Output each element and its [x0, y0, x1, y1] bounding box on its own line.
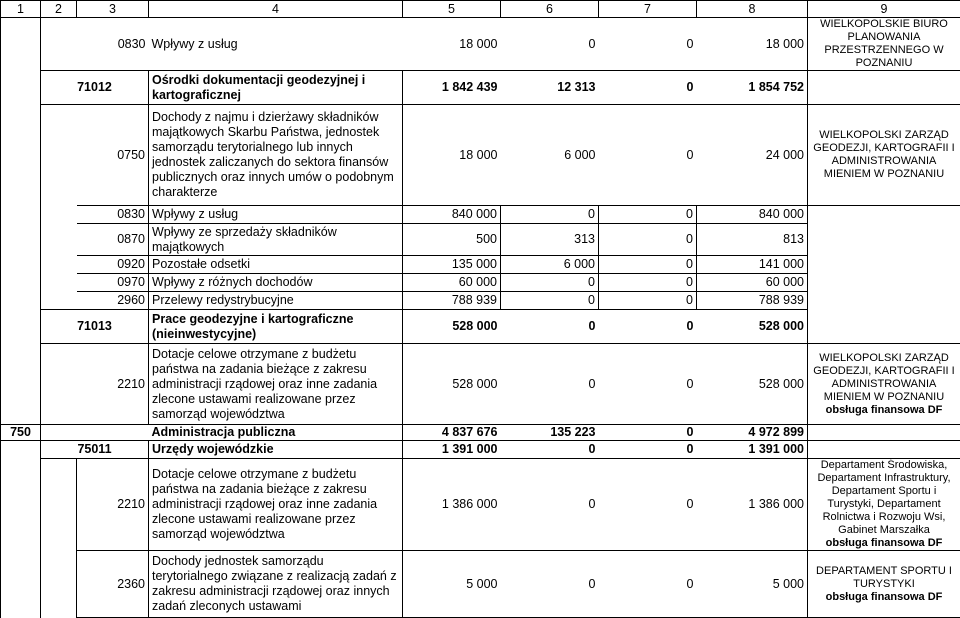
amount-after: 1 854 752	[697, 71, 808, 105]
table-row	[1, 551, 960, 618]
paragraph-code: 0830	[77, 18, 149, 71]
amount-plan: 1 391 000	[403, 441, 501, 459]
paragraph-code: 2360	[77, 551, 149, 618]
chapter-code: 71013	[41, 310, 149, 344]
paragraph-code: 0970	[77, 274, 149, 292]
chapter-code: 75011	[41, 441, 149, 459]
amount-decrease: 0	[599, 344, 697, 425]
item-name: Pozostałe odsetki	[149, 256, 403, 274]
paragraph-code: 0920	[77, 256, 149, 274]
table-row	[1, 292, 960, 310]
amount-decrease: 0	[599, 310, 697, 344]
amount-increase: 313	[501, 224, 599, 256]
header-cell: 1	[1, 1, 41, 18]
amount-after: 1 386 000	[697, 459, 808, 551]
table-row	[1, 425, 960, 441]
table-row	[1, 224, 960, 256]
amount-plan: 528 000	[403, 344, 501, 425]
header-cell: 7	[599, 1, 697, 18]
paragraph-code: 2210	[77, 344, 149, 425]
amount-after: 813	[697, 224, 808, 256]
item-name: Prace geodezyjne i kartograficzne (nieinwestycyjne)	[149, 310, 403, 344]
amount-after: 1 391 000	[697, 441, 808, 459]
amount-increase: 0	[501, 344, 599, 425]
paragraph-code: 0870	[77, 224, 149, 256]
amount-decrease: 0	[599, 551, 697, 618]
amount-increase: 0	[501, 310, 599, 344]
item-name: Urzędy wojewódzkie	[149, 441, 403, 459]
amount-after: 840 000	[697, 206, 808, 224]
header-cell: 4	[149, 1, 403, 18]
amount-after: 4 972 899	[697, 425, 808, 441]
amount-decrease: 0	[599, 18, 697, 71]
amount-decrease: 0	[599, 256, 697, 274]
item-name: Wpływy z usług	[149, 206, 403, 224]
header-cell: 8	[697, 1, 808, 18]
header-cell: 2	[41, 1, 77, 18]
amount-increase: 0	[501, 274, 599, 292]
finance-service: obsługa finansowa DF	[826, 404, 943, 416]
table-row	[1, 71, 960, 105]
item-name: Dochody z najmu i dzierżawy składników majątkowych Skarbu Państwa, jednostek samorządu terytorialnego lub innych jednostek zaliczanych do sektora finansów publicznych oraz innych umów o podobnym charakterze	[149, 105, 403, 206]
header-row	[1, 1, 960, 18]
unit-name: DEPARTAMENT SPORTU I TURYSTYKI	[816, 565, 952, 590]
item-name: Wpływy ze sprzedaży składników majątkowych	[149, 224, 403, 256]
item-name: Dotacje celowe otrzymane z budżetu państwa na zadania bieżące z zakresu administracji rządowej oraz inne zadania zlecone ustawami realizowane przez samorząd województwa	[149, 459, 403, 551]
amount-increase: 6 000	[501, 105, 599, 206]
table-row	[1, 441, 960, 459]
amount-increase: 0	[501, 18, 599, 71]
amount-after: 18 000	[697, 18, 808, 71]
item-name: Wpływy z usług	[149, 18, 403, 71]
header-cell: 5	[403, 1, 501, 18]
amount-decrease: 0	[599, 441, 697, 459]
table-row	[1, 206, 960, 224]
amount-plan: 788 939	[403, 292, 501, 310]
unit-note	[808, 459, 960, 551]
amount-after: 528 000	[697, 310, 808, 344]
unit-note	[808, 344, 960, 425]
item-name: Ośrodki dokumentacji geodezyjnej i kartograficznej	[149, 71, 403, 105]
amount-decrease: 0	[599, 292, 697, 310]
unit-note	[808, 551, 960, 618]
table-row	[1, 344, 960, 425]
amount-increase: 135 223	[501, 425, 599, 441]
table-row	[1, 274, 960, 292]
amount-decrease: 0	[599, 224, 697, 256]
chapter-code: 71012	[41, 71, 149, 105]
finance-service: obsługa finansowa DF	[826, 537, 943, 549]
item-name: Dochody jednostek samorządu terytorialnego związane z realizacją zadań z zakresu administracji rządowej oraz innych zadań zleconych ustawami	[149, 551, 403, 618]
amount-after: 528 000	[697, 344, 808, 425]
unit-note: WIELKOPOLSKIE BIURO PLANOWANIA PRZESTRZENNEGO W POZNANIU	[808, 18, 960, 71]
paragraph-code: 2210	[77, 459, 149, 551]
amount-decrease: 0	[599, 425, 697, 441]
amount-plan: 500	[403, 224, 501, 256]
amount-plan: 840 000	[403, 206, 501, 224]
amount-plan: 1 842 439	[403, 71, 501, 105]
item-name: Dotacje celowe otrzymane z budżetu państwa na zadania bieżące z zakresu administracji rządowej oraz inne zadania zlecone ustawami realizowane przez samorząd województwa	[149, 344, 403, 425]
table-row	[1, 18, 960, 71]
amount-decrease: 0	[599, 274, 697, 292]
amount-decrease: 0	[599, 206, 697, 224]
table-row	[1, 105, 960, 206]
table-row	[1, 256, 960, 274]
unit-note: WIELKOPOLSKI ZARZĄD GEODEZJI, KARTOGRAFII I ADMINISTROWANIA MIENIEM W POZNANIU	[808, 105, 960, 206]
amount-decrease: 0	[599, 459, 697, 551]
amount-after: 60 000	[697, 274, 808, 292]
amount-plan: 18 000	[403, 18, 501, 71]
amount-increase: 0	[501, 459, 599, 551]
amount-increase: 0	[501, 551, 599, 618]
amount-plan: 60 000	[403, 274, 501, 292]
paragraph-code: 0830	[77, 206, 149, 224]
amount-after: 141 000	[697, 256, 808, 274]
amount-after: 788 939	[697, 292, 808, 310]
unit-name: Departament Środowiska, Departament Infrastruktury, Departament Sportu i Turystyki, Departament Rolnictwa i Rozwoju Wsi, Gabinet Marszałka	[817, 459, 950, 536]
item-name: Przelewy redystrybucyjne	[149, 292, 403, 310]
amount-increase: 0	[501, 441, 599, 459]
amount-increase: 12 313	[501, 71, 599, 105]
amount-plan: 135 000	[403, 256, 501, 274]
amount-plan: 1 386 000	[403, 459, 501, 551]
amount-increase: 0	[501, 206, 599, 224]
table-row	[1, 459, 960, 551]
amount-plan: 18 000	[403, 105, 501, 206]
amount-increase: 0	[501, 292, 599, 310]
header-cell: 3	[77, 1, 149, 18]
finance-service: obsługa finansowa DF	[826, 591, 943, 603]
table-row	[1, 310, 960, 344]
amount-decrease: 0	[599, 105, 697, 206]
division-code: 750	[1, 425, 41, 441]
unit-name: WIELKOPOLSKI ZARZĄD GEODEZJI, KARTOGRAFII I ADMINISTROWANIA MIENIEM W POZNANIU	[813, 352, 954, 403]
paragraph-code: 0750	[77, 105, 149, 206]
item-name: Wpływy z różnych dochodów	[149, 274, 403, 292]
item-name: Administracja publiczna	[149, 425, 403, 441]
header-cell: 9	[808, 1, 960, 18]
amount-increase: 6 000	[501, 256, 599, 274]
header-cell: 6	[501, 1, 599, 18]
amount-after: 5 000	[697, 551, 808, 618]
amount-decrease: 0	[599, 71, 697, 105]
amount-plan: 5 000	[403, 551, 501, 618]
amount-plan: 528 000	[403, 310, 501, 344]
amount-after: 24 000	[697, 105, 808, 206]
paragraph-code: 2960	[77, 292, 149, 310]
amount-plan: 4 837 676	[403, 425, 501, 441]
